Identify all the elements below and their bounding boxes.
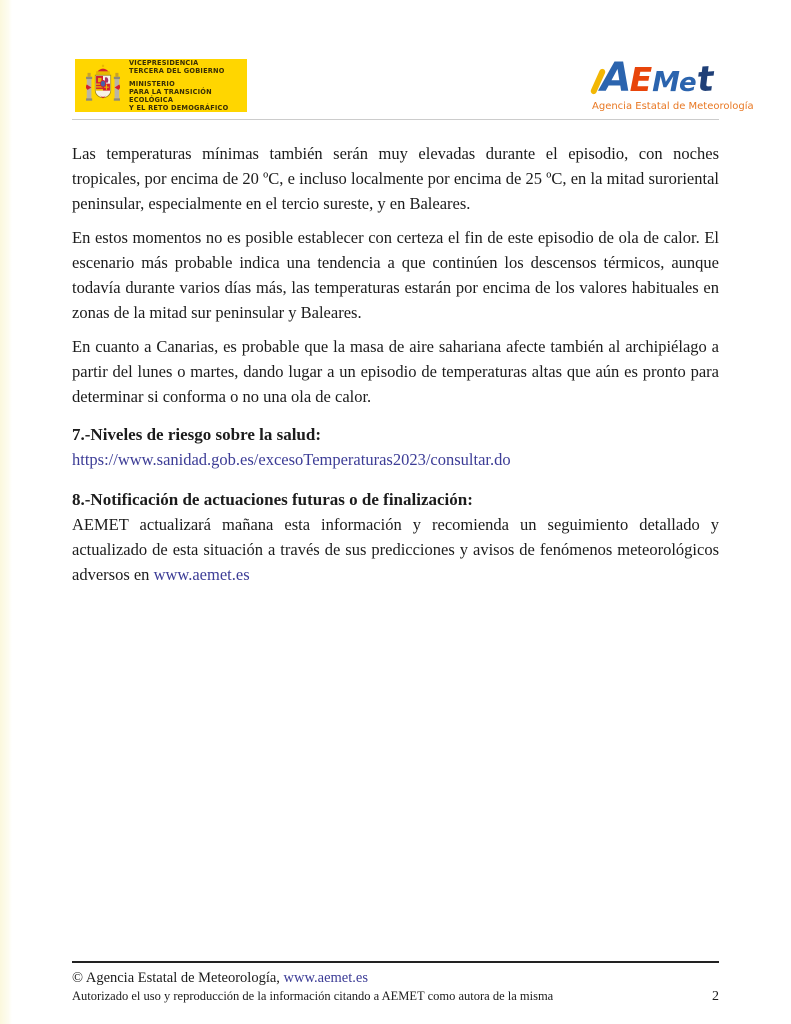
body-paragraph-canarias: En cuanto a Canarias, es probable que la masa de aire sahariana afecte también al archipiélago a partir del lunes o martes, dando lugar a un episodio de temperaturas altas que aún es pronto para determinar si conforma o no una ola de calor. — [72, 337, 719, 406]
government-logo — [75, 59, 247, 112]
aemet-logo-subtitle: Agencia Estatal de Meteorología — [592, 101, 754, 112]
footer-copyright — [72, 969, 719, 987]
document-body — [72, 141, 719, 587]
aemet-letter-e: e — [679, 68, 697, 98]
section7-heading: 7.-Niveles de riesgo sobre la salud: — [72, 425, 322, 444]
body-paragraph-notification — [72, 512, 719, 587]
aemet-letter-m: M — [652, 65, 679, 98]
gov-text-line: Y EL RETO DEMOGRÁFICO — [129, 104, 229, 112]
section8-body-text: AEMET actualizará mañana esta información y recomienda un seguimiento detallado y actualizado de esta situación a través de sus predicciones y avisos de fenómenos meteorológicos adversos en — [72, 515, 719, 584]
footer-license-text: Autorizado el uso y reproducción de la información citando a AEMET como autora de la misma — [72, 989, 554, 1003]
aemet-website-link[interactable]: www.aemet.es — [153, 565, 250, 584]
aemet-letter-t: t — [695, 59, 715, 101]
aemet-logo-wordmark — [592, 57, 722, 100]
body-paragraph-episode-end: En estos momentos no es posible establecer con certeza el fin de este episodio de ola de calor. El escenario más probable indica una tendencia a que continúen los descensos térmicos, aunque todavía durante varios días más, las temperaturas estarán por encima de los valores habituales en zonas de la mitad sur peninsular y Baleares. — [72, 228, 719, 322]
body-paragraph-minimum-temperatures: Las temperaturas mínimas también serán muy elevadas durante el episodio, con noches tropicales, por encima de 20 ºC, e incluso localmente por encima de 25 ºC, en la mitad suroriental peninsular, especialmente en el tercio sureste, y en Baleares. — [72, 144, 719, 213]
page-number: 2 — [712, 989, 719, 1004]
gov-text-line: PARA LA TRANSICIÓN ECOLÓGICA — [129, 88, 212, 104]
page-footer — [72, 961, 719, 1004]
spain-coat-of-arms-icon — [86, 63, 120, 109]
aemet-letter-e-cap: E — [629, 60, 653, 99]
gov-text-line: VICEPRESIDENCIA — [129, 59, 199, 67]
page-edge-shadow — [0, 0, 12, 1024]
aemet-logo — [592, 55, 754, 112]
sanidad-consultar-link[interactable]: https://www.sanidad.gob.es/excesoTemperaturas2023/consultar.do — [72, 450, 511, 469]
header-divider — [72, 119, 719, 120]
footer-aemet-link[interactable]: www.aemet.es — [283, 970, 368, 986]
gov-text-line: TERCERA DEL GOBIERNO — [129, 67, 225, 75]
section8-heading: 8.-Notificación de actuaciones futuras o de finalización: — [72, 490, 473, 509]
government-logo-text — [129, 59, 242, 112]
footer-copyright-text: © Agencia Estatal de Meteorología, — [72, 970, 284, 986]
gov-text-line: MINISTERIO — [129, 80, 175, 88]
aemet-letter-a: A — [600, 55, 630, 101]
